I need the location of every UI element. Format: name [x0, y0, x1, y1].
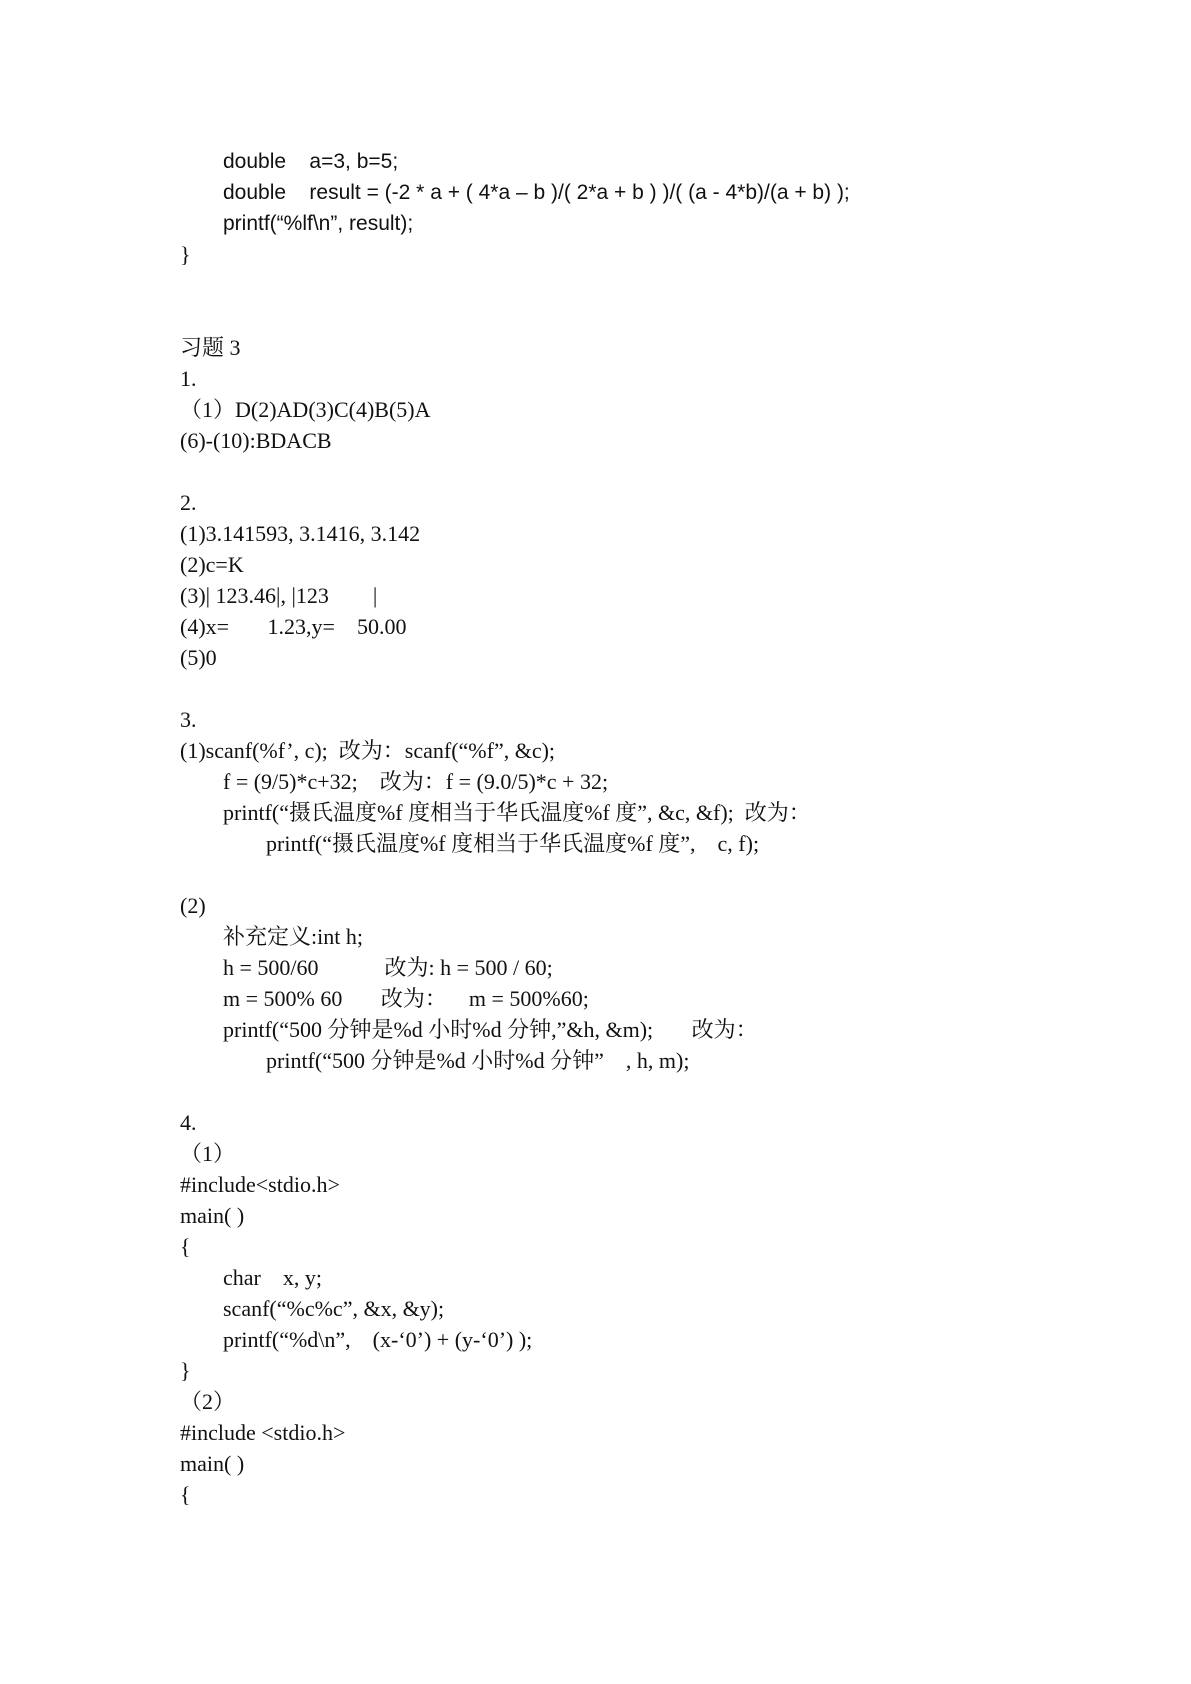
answer-line: (4)x= 1.23,y= 50.00	[180, 614, 407, 639]
question-number: 2.	[180, 490, 197, 515]
question-number: 1.	[180, 366, 197, 391]
answer-line: （1）D(2)AD(3)C(4)B(5)A	[180, 397, 431, 422]
answer-line: (3)| 123.46|, |123 |	[180, 583, 378, 608]
code-line: scanf(“%c%c”, &x, &y);	[223, 1296, 445, 1321]
code-line: char x, y;	[223, 1265, 322, 1290]
answer-line: m = 500% 60 改为： m = 500%60;	[223, 986, 589, 1011]
question-number: 3.	[180, 707, 197, 732]
answer-line: (5)0	[180, 645, 217, 670]
exercise-title: 习题 3	[180, 335, 241, 360]
code-line: double result = (-2 * a + ( 4*a – b )/( 2*a + b ) )/( (a - 4*b)/(a + b) );	[223, 181, 850, 204]
answer-line: printf(“摄氏温度%f 度相当于华氏温度%f 度”, &c, &f); 改为：	[223, 800, 811, 825]
answer-line: printf(“500 分钟是%d 小时%d 分钟” , h, m);	[266, 1048, 690, 1073]
code-line: main( )	[180, 1203, 245, 1228]
sub-question-label: （2）	[180, 1389, 236, 1414]
code-close-brace: }	[180, 242, 191, 267]
answer-line: h = 500/60 改为: h = 500 / 60;	[223, 955, 553, 980]
answer-line: (1)scanf(%f’, c); 改为：scanf(“%f”, &c);	[180, 738, 556, 763]
code-line: main( )	[180, 1451, 245, 1476]
answer-line: (2)c=K	[180, 552, 244, 577]
question-number: 4.	[180, 1110, 197, 1135]
code-line: #include <stdio.h>	[180, 1420, 346, 1445]
answer-line: (6)-(10):BDACB	[180, 428, 332, 453]
code-line: printf(“%d\n”, (x-‘0’) + (y-‘0’) );	[223, 1327, 533, 1352]
answer-line: printf(“摄氏温度%f 度相当于华氏温度%f 度”, c, f);	[266, 831, 760, 856]
sub-question-label: （1）	[180, 1141, 236, 1166]
code-open-brace: {	[180, 1482, 191, 1507]
code-line: #include<stdio.h>	[180, 1172, 340, 1197]
code-line: double a=3, b=5;	[223, 150, 399, 173]
code-open-brace: {	[180, 1234, 191, 1259]
code-line: printf(“%lf\n”, result);	[223, 212, 414, 235]
answer-line: f = (9/5)*c+32; 改为：f = (9.0/5)*c + 32;	[223, 769, 609, 794]
answer-line: printf(“500 分钟是%d 小时%d 分钟,”&h, &m); 改为：	[223, 1017, 758, 1042]
sub-question-label: (2)	[180, 893, 206, 918]
answer-line: (1)3.141593, 3.1416, 3.142	[180, 521, 421, 546]
code-close-brace: }	[180, 1358, 191, 1383]
answer-line: 补充定义:int h;	[223, 924, 363, 949]
